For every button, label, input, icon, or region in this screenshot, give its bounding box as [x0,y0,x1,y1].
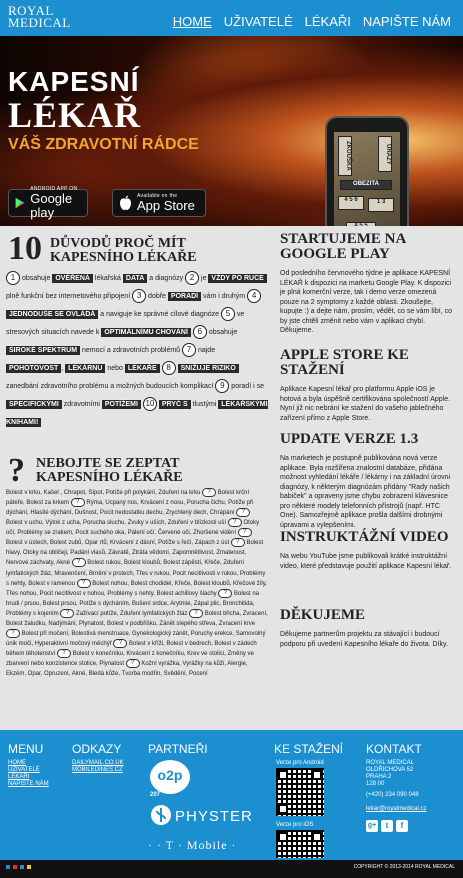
google-plus-icon[interactable]: g+ [366,820,378,832]
reason-text: ve stresových situacích navede k [6,311,245,336]
reason-text: a naviguje ke správné cílové diagnóze [98,311,221,318]
screen-card-5: 1 3 [368,198,394,212]
news-title: INSTRUKTÁŽNÍ VIDEO [280,529,449,545]
news-text: Aplikace Kapesní lékař pro platformu Apple iOS je hotová a byla úspěšně certifikována společností Apple. Nyní již nic nebrání ke stažení do vašeho jablečného zařízení přímo z Apple Store. [280,386,451,422]
news-text: Na webu YouTube jsme publikovali krátké instruktážní video, které představuje použití aplikace Kapesní lékař. [280,553,452,570]
news-item [280,530,457,571]
partner-tmobile-logo[interactable]: · · T · Mobile · [148,838,237,852]
hero-title-line2: LÉKAŘ [8,95,142,135]
ask-title-line1: NEBOJTE SE ZEPTAT [36,456,180,471]
reason-keyword: LÉKÁRNU [65,364,105,373]
question-bubble-icon[interactable]: ? [202,488,216,497]
reason-number-badge: 3 [132,289,146,303]
color-square-blue [6,865,10,869]
question-bubble-icon[interactable]: ? [60,609,74,618]
app-store-small: Available on the [137,193,178,199]
hero-subtitle: VÁŠ ZDRAVOTNÍ RÁDCE [8,136,199,153]
footer-download-title: KE STAŽENÍ [274,742,344,756]
hero-banner [0,36,463,226]
logo[interactable] [8,5,71,29]
question-bubble-icon[interactable]: ? [126,659,140,668]
reason-text: zanedbání zdravotního problému a možných budoucích komplikací [6,383,216,390]
reason-number-badge: 4 [247,289,261,303]
news-title: DĚKUJEME [280,607,366,623]
news-item [280,348,457,423]
bottom-bar [0,860,463,878]
screen-card-1: ZKOUŠKA [338,136,352,176]
contact-phone: (+420) 234 090 048 [366,792,419,798]
footer-menu-contact[interactable]: NAPIŠTE NÁM [8,781,49,787]
reason-text: nebo [105,365,125,372]
symptom-group: Bolest břicha, Zvracení, Bolest žaludku, Nadýmání, Plynatost, Bolest v podbřišku, Zánět slepého střeva, Zvracení krve [6,610,268,627]
reason-text: a diagnózy [147,275,186,282]
reason-keyword: DATA [123,274,147,283]
copyright: COPYRIGHT © 2013-2014 ROYAL MEDICAL [353,864,455,870]
reason-text: tlustými [190,401,219,408]
footer-menu-list [8,760,49,788]
question-bubble-icon[interactable]: ? [238,528,252,537]
reason-keyword: PORADÍ [168,292,201,301]
footer-menu-doctors[interactable]: LÉKAŘI [8,774,30,780]
footer [0,730,463,860]
partner-o2p-logo[interactable]: o2p [150,760,190,794]
footer-menu-home[interactable]: HOME [8,760,26,766]
symptom-group: Bolest v kříži, Bolest v bedrech, Bolest v zádech během těhotenství [6,640,257,658]
reason-keyword: JEDNODUŠE SE OVLÁDÁ [6,310,98,319]
nav-users[interactable]: UŽIVATELÉ [223,14,293,29]
footer-contact-title: KONTAKT [366,742,422,756]
contact-line-4: 128 00 [366,781,385,787]
google-play-small: ANDROID APP ON [30,186,78,192]
contact-line-3: PRAHA 2 [366,774,392,780]
android-qr-code[interactable] [276,768,324,816]
reason-text: nemocí a zdravotních problémů [80,347,183,354]
reasons-title-line1: DŮVODŮ PROČ MÍT [50,236,186,251]
news-item [280,608,457,649]
news-text: Na marketech je postupně publikována nová verze aplikace. Byla rozšířena znalostní databáze, přidána možnost vyhledání lékáře / lékárny i na základní úrovni diagnózy, k některým diagnózám přidány "Rady našich babiček" a opraveny jsme chybu zobrazení klávesnice pro některé modely telefonních přístrojů (např. HTC One). Samozřejmě aplikace prošla dalšími drobnými úpravami a vylepšeními. [280,455,451,529]
app-store-label: App Store [137,198,195,213]
reason-number-badge: 1 [6,271,20,285]
reason-text: poradí i se [231,383,264,390]
reason-text: lékařská [92,275,123,282]
question-bubble-icon[interactable]: ? [72,558,86,567]
symptom-group: Bolest v krku, Kašel , Chrapot, Sípot, Potíže při polykání, Zduření na krku [6,490,203,497]
reason-text: je [201,275,209,282]
reason-item [6,275,185,282]
question-bubble-icon[interactable]: ? [231,538,245,547]
reasons-list [6,270,269,432]
ios-label: Verze pro iOS [276,822,314,828]
main-content [0,226,463,730]
reason-number-badge: 10 [143,397,157,411]
question-bubble-icon[interactable]: ? [228,518,242,527]
symptom-group: Bolest rukou, Bolest kloubů, Bolest zápěstí, Křeče, Zduření lymfatických žláz, Mravenčení, Brnění v prstech, Třes v rukou, Pocit necitlivosti v rukou, Problémy s nehty, Bolest v ramenou [6,560,266,587]
reason-keyword: VŽDY PO RUCE [208,274,266,283]
footer-partners-title: PARTNEŘI [148,742,208,756]
news-text: Od posledního červnového týdne je aplikace KAPESNÍ LÉKAŘ k dispozici na marketu Google Play. K dispozici je plná komerční verze, tak i demo verze omezená pouze na 2 symptomy z každé oblasti. Zkoušejte, kupujte :) a dejte nám, prosím, vědět, co se vám líbí, co by jste chtěli změnit nebo vám v aplikaci chybí. Děkujeme. [280,270,452,334]
question-bubble-icon[interactable]: ? [218,589,232,598]
symptom-group: Bolest v konečníku, Krvácení z konečníku, Krev ve stolici, Změny ve zbarvení nebo konzistence stolice, Plynatost [6,651,254,668]
reason-text: obsahuje [208,329,238,336]
screen-card-3: OBEZITA [340,180,392,190]
phone-screen [334,132,400,226]
hero-title-line1: KAPESNÍ [8,66,140,97]
physter-icon [150,804,172,826]
logo-line2: MEDICAL [8,15,71,30]
ios-qr-code[interactable] [276,830,324,858]
footer-menu-title: MENU [8,742,44,756]
reasons-title-line2: KAPESNÍHO LÉKAŘE [50,250,197,265]
reason-number-badge: 2 [185,271,199,285]
reason-item [132,293,247,300]
nav-doctors[interactable]: LÉKAŘI [304,14,351,29]
contact-line-1: ROYAL MEDICAL [366,760,415,766]
ask-title-line2: KAPESNÍHO LÉKAŘE [36,470,183,485]
question-bubble-icon[interactable]: ? [236,508,250,517]
nav-home[interactable]: HOME [172,14,212,29]
reason-number-badge: 9 [215,379,229,393]
top-bar [0,0,463,36]
question-mark-icon: ? [8,452,25,489]
reason-text: najde [197,347,216,354]
partner-o2p-number: 207 [150,792,161,798]
symptom-group: Zažívací potíže, Zduření lymfatických žláz [76,610,190,617]
logo-line1: ROYAL [8,3,54,18]
social-icons [366,820,408,832]
reason-number-badge: 8 [162,361,176,375]
reason-text: plně funkční bez internetového připojení [6,293,133,300]
reason-keyword: POTÍŽEMI [102,400,141,409]
symptom-group: Bolest při močení, Bolestivá menstruace, Gynekologický zánět, Poruchy erekce, Samovolný únik moči, Hyperaktivní močový měchýř [6,630,266,647]
footer-menu-users[interactable]: UŽIVATELÉ [8,767,40,773]
symptom-group: Kožní vyrážka, Vyrážky na kůži, Alergie, Ekzém, Opar, Opruzení, Akné, Bledá kůže, Tvorba modřin, Svědění, Pocení [6,661,248,678]
nav-contact[interactable]: NAPIŠTE NÁM [362,14,451,29]
reason-keyword: SNIŽUJE RIZIKO [178,364,239,373]
screen-card-2: URAZY [378,136,392,172]
reason-text: dobře [148,293,168,300]
reason-keyword: POHOTOVOST [6,364,61,373]
footer-link-mobiledines[interactable]: MOBILEDINES.CZ [72,767,123,773]
question-bubble-icon[interactable]: ? [57,649,71,658]
news-title: APPLE STORE KE STAŽENÍ [280,347,409,378]
app-store-badge[interactable] [112,189,206,217]
symptom-group: Rýma, Ucpaný nos, Krvácení z nosu, Porucha čichu, Potíže při dýchání, Hlasité dýchání, Dušnost, Pocit nedostatku dechu, Zrychlený dech, Chrápání [6,500,254,517]
google-play-badge[interactable] [8,186,88,220]
reason-text: , [61,365,66,372]
question-bubble-icon[interactable]: ? [77,579,91,588]
reason-text: vám i druhým [201,293,248,300]
screen-card-6: 4 5 5 [346,222,376,226]
contact-line-2: OLDŘICHOVA 52 [366,767,414,773]
contact-address [366,760,414,788]
news-item [280,432,457,530]
symptoms-text [6,488,268,679]
screen-card-4: 4 5 6 [338,196,364,210]
news-title: UPDATE VERZE 1.3 [280,431,419,447]
reason-keyword: OVĚŘENÁ [52,274,93,283]
symptom-group: Bolest v ústech, Bolest zubů, Opar rtů, Krvácení z dásní, Potíže s řečí, Zápach z úst [6,540,231,547]
question-bubble-icon[interactable]: ? [71,498,85,507]
news-title: STARTUJEME NA GOOGLE PLAY [280,231,406,262]
footer-links-list [72,760,124,774]
symptom-group: Bolest v uchu, Výtok z ucha, Porucha sluchu, Zvuky v uších, Zduření v blízkosti uší [6,520,228,527]
reason-keyword: LÉKAŘSKÝMI KNIHAMI! [6,401,268,426]
question-bubble-icon[interactable]: ? [189,609,203,618]
apple-icon [119,195,132,211]
color-square-lightblue [20,865,24,869]
google-play-label: Google play [30,191,73,220]
reason-number-badge: 6 [193,325,207,339]
reason-text: zdravotními [61,401,102,408]
contact-email[interactable]: lekar@royalmedical.cz [366,806,427,812]
reason-keyword: PRYČ S [159,400,191,409]
question-bubble-icon[interactable]: ? [113,639,127,648]
main-nav [173,14,451,29]
reason-text: obsahuje [21,275,53,282]
question-bubble-icon[interactable]: ? [6,629,20,638]
color-square-red [13,865,17,869]
facebook-icon[interactable]: f [396,820,408,832]
footer-link-dailymail[interactable]: DAILYMAIL.CO.UK [72,760,124,766]
symptom-group: Bolest krční páteře, Bolest za krkem [6,490,250,507]
news-text: Děkujeme partnerům projektu za stávající i budoucí podporu při uvedení Kapesního lékaře do života. Díky. [280,631,448,648]
reason-keyword: ŠIROKÉ SPEKTRUM [6,346,80,355]
symptom-group: Bolest nohou, Bolest chodidel, Křeče, Bolest kloubů, Křečové žíly, Třes nohou, Pocit necitlivost v nohou, Problémy s nehty, Bolest achillovy šlachy [6,580,267,597]
symptom-group: Bolest hlavy, Otoky na obličeji, Padání vlasů, Závratě, Ztráta vědomí, Zapomnětlivost, Zmatenost, Nervové záchvaty, Akné [6,540,264,567]
footer-links-title: ODKAZY [72,742,122,756]
news-item [280,232,457,336]
partner-physter-logo[interactable]: PHYSTER [175,808,253,825]
reason-number-badge: 5 [221,307,235,321]
symptom-group: Otoky očí, Problémy se zrakem, Pocit suchého oka, Pálení očí, Červené oči, Zhoršené vidění [6,520,260,537]
reason-keyword: SPECIFICKÝMI [6,400,62,409]
symptom-group: Bolest na hrudi / prsou, Bolest prsou, Potíže s dýcháním, Bušení srdce, Arytmie, Zápal plic, Bronchitida, Problémy s kojením [6,590,260,617]
reason-keyword: LÉKAŘE [125,364,160,373]
twitter-icon[interactable]: t [381,820,393,832]
phone-mockup [325,116,409,226]
reasons-number: 10 [8,230,42,267]
color-square-yellow [27,865,31,869]
google-play-icon [15,195,25,211]
reason-number-badge: 7 [182,343,196,357]
android-label: Verze pro Android [276,760,324,766]
reason-keyword: OPTIMÁLNÍMU CHOVÁNÍ [101,328,191,337]
